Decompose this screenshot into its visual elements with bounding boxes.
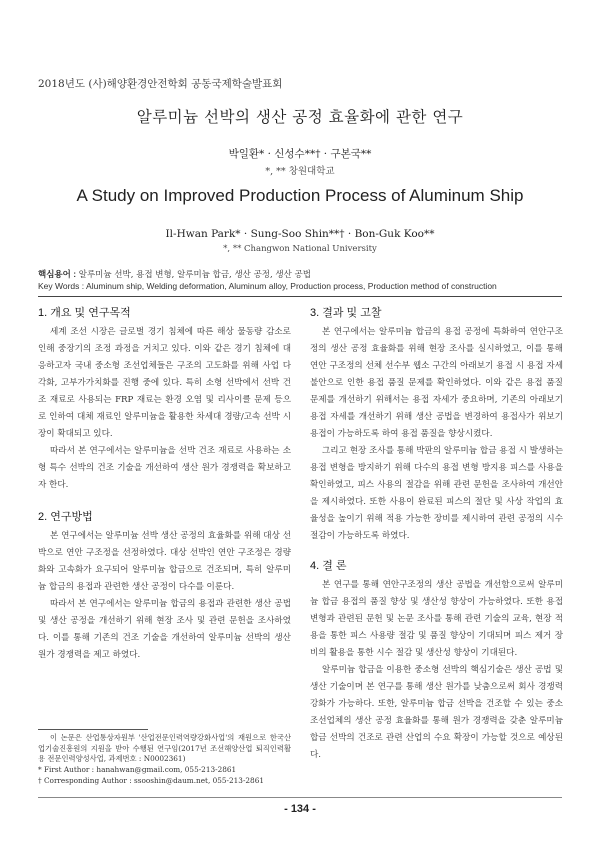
paper-title-english: A Study on Improved Production Process of Aluminum Ship [76, 186, 524, 205]
affiliation-korean: *, ** 창원대학교 [265, 166, 335, 177]
section-3-heading: 3. 결과 및 고찰 [310, 307, 382, 319]
page-footer-divider [38, 797, 562, 798]
header-divider [38, 296, 562, 297]
conference-header: 2018년도 (사)해양환경안전학회 공동국제학술발표회 [38, 78, 283, 90]
affiliation-english: *, ** Changwon National University [223, 244, 377, 254]
keywords-korean-text: 알루미늄 선박, 용접 변형, 알루미늄 합금, 생산 공정, 생산 공법 [78, 270, 311, 280]
left-column [38, 304, 291, 664]
section-3-paragraph-1: 본 연구에서는 알루미늄 합금의 용접 공정에 특화하여 연안구조정의 생산 공정 효율화를 위해 현장 조사를 실시하였고, 이를 통해 연안 구조정의 선체 선수부 웹소 구간의 아래보기 용접 시 용접 자세 불안으로 인한 용접 품질 문제를 확인하였다. 이와 같은 용접 품질 문제를 개선하기 위해서는 용접 자세가 중요하며, 기존의 아래보기 용접 자세를 개선하기 위해 생산 공법을 변경하여 용접사가 위보기 용접이 가능하도록 하여 용접 품질을 향상시켰다. [310, 327, 563, 439]
funding-footnote: 이 논문은 산업통상자원부 '산업전문인력역량강화사업'의 재원으로 한국산업기술진흥원의 지원을 받아 수행된 연구임(2017년 조선해양산업 퇴직인력활용 전문인력양성사업, 과제번호 : N0002361) [38, 733, 291, 764]
keywords-english-label: Key Words : [38, 281, 85, 291]
page-number: - 134 - [284, 803, 316, 815]
section-1-heading: 1. 개요 및 연구목적 [38, 307, 131, 319]
section-2-paragraph-1: 본 연구에서는 알루미늄 선박 생산 공정의 효율화를 위해 대상 선박으로 연안 구조정을 선정하였다. 대상 선박인 연안 구조정은 경량화와 고속화가 요구되어 알루미늄 합금으로 건조되며, 특히 알루미늄 합금의 용접과 관련한 생산 공정이 다수를 이룬다. [38, 531, 291, 592]
right-column [310, 304, 563, 764]
keywords-korean-label: 핵심용어 : [38, 269, 77, 279]
section-1-paragraph-1: 세계 조선 시장은 글로벌 경기 침체에 따른 해상 물동량 감소로 인해 중장기의 조정 과정을 거치고 있다. 이와 같은 경기 침체에 대응하고자 국내 중소형 조선업체들은 구조의 고도화를 위해 사업 다각화, 고부가가치화를 진행 중에 있다. 특히 소형 선박에서 선박 건조 재료로 사용되는 FRP 재료는 환경 오염 및 리사이클 문제 등으로 인하여 대체 재료인 알루미늄을 활용한 차세대 경량/고속 선박 시장이 확대되고 있다. [38, 327, 291, 439]
section-2-heading: 2. 연구방법 [38, 511, 93, 523]
footnote-divider [38, 729, 148, 730]
section-2-paragraph-2: 따라서 본 연구에서는 알루미늄 합금의 용접과 관련한 생산 공법 및 생산 공정을 개선하기 위해 현장 조사 및 관련 문헌을 조사하였다. 이를 통해 기존의 건조 기술을 개선하여 알루미늄 선박의 생산 원가 경쟁력을 제고 하였다. [38, 599, 291, 660]
section-1-paragraph-2: 따라서 본 연구에서는 알루미늄을 선박 건조 재료로 사용하는 소형 특수 선박의 건조 기술을 개선하여 생산 원가 경쟁력을 확보하고자 한다. [38, 446, 291, 490]
corresponding-author-footnote: † Corresponding Author : ssooshin@daum.net, 055-213-2861 [38, 776, 264, 785]
keywords-english-text: Aluminum ship, Welding deformation, Aluminum alloy, Production process, Production method of construction [86, 281, 497, 291]
keywords-english [38, 281, 568, 291]
authors-english: Il-Hwan Park* · Sung-Soo Shin**† · Bon-Guk Koo** [165, 228, 435, 240]
section-4-paragraph-2: 알루미늄 합금을 이용한 중소형 선박의 핵심기술은 생산 공법 및 생산 기술이며 본 연구를 통해 생산 원가를 낮춤으로써 회사 경쟁력 강화가 가능하다. 또한, 알루미늄 합금 선박을 건조할 수 있는 중소 조선업체의 생산 공정 효율화를 통해 원가 경쟁력을 갖춘 알루미늄 합금 선박의 건조로 관련 산업의 수요 확장이 가능할 것으로 예상된다. [310, 665, 563, 760]
first-author-footnote: * First Author : hanahwan@gmail.com, 055-213-2861 [38, 765, 237, 774]
section-3-paragraph-2: 그리고 현장 조사를 통해 박판의 알루미늄 합금 용접 시 발생하는 용접 변형을 방지하기 위해 다수의 용접 변형 방지용 피스를 사용을 확인하였고, 피스 사용의 절감을 위해 관련 문헌을 조사하여 개선안을 제시하였다. 또한 사용이 완료된 피스의 절단 및 사상 작업의 효율성을 높이기 위해 적용 가능한 장비를 제시하여 관련 공정의 시수 절감이 가능하도록 하였다. [310, 446, 563, 541]
section-4-heading: 4. 결 론 [310, 560, 347, 572]
authors-korean: 박일환* · 신성수**† · 구본국** [228, 148, 372, 160]
section-4-paragraph-1: 본 연구를 통해 연안구조정의 생산 공법을 개선함으로써 알루미늄 합금 용접의 품질 향상 및 생산성 향상이 가능하였다. 또한 용접 변형과 관련된 문헌 및 논문 조사를 통해 관련 기술의 교육, 현장 적용을 통한 피스 사용량 절감 및 품질 향상이 기대되며 피스 제거 장비의 활용을 통한 시수 절감 및 생산성 향상이 기대된다. [310, 580, 563, 658]
paper-title-korean: 알루미늄 선박의 생산 공정 효율화에 관한 연구 [136, 108, 464, 126]
keywords-korean [38, 268, 568, 280]
